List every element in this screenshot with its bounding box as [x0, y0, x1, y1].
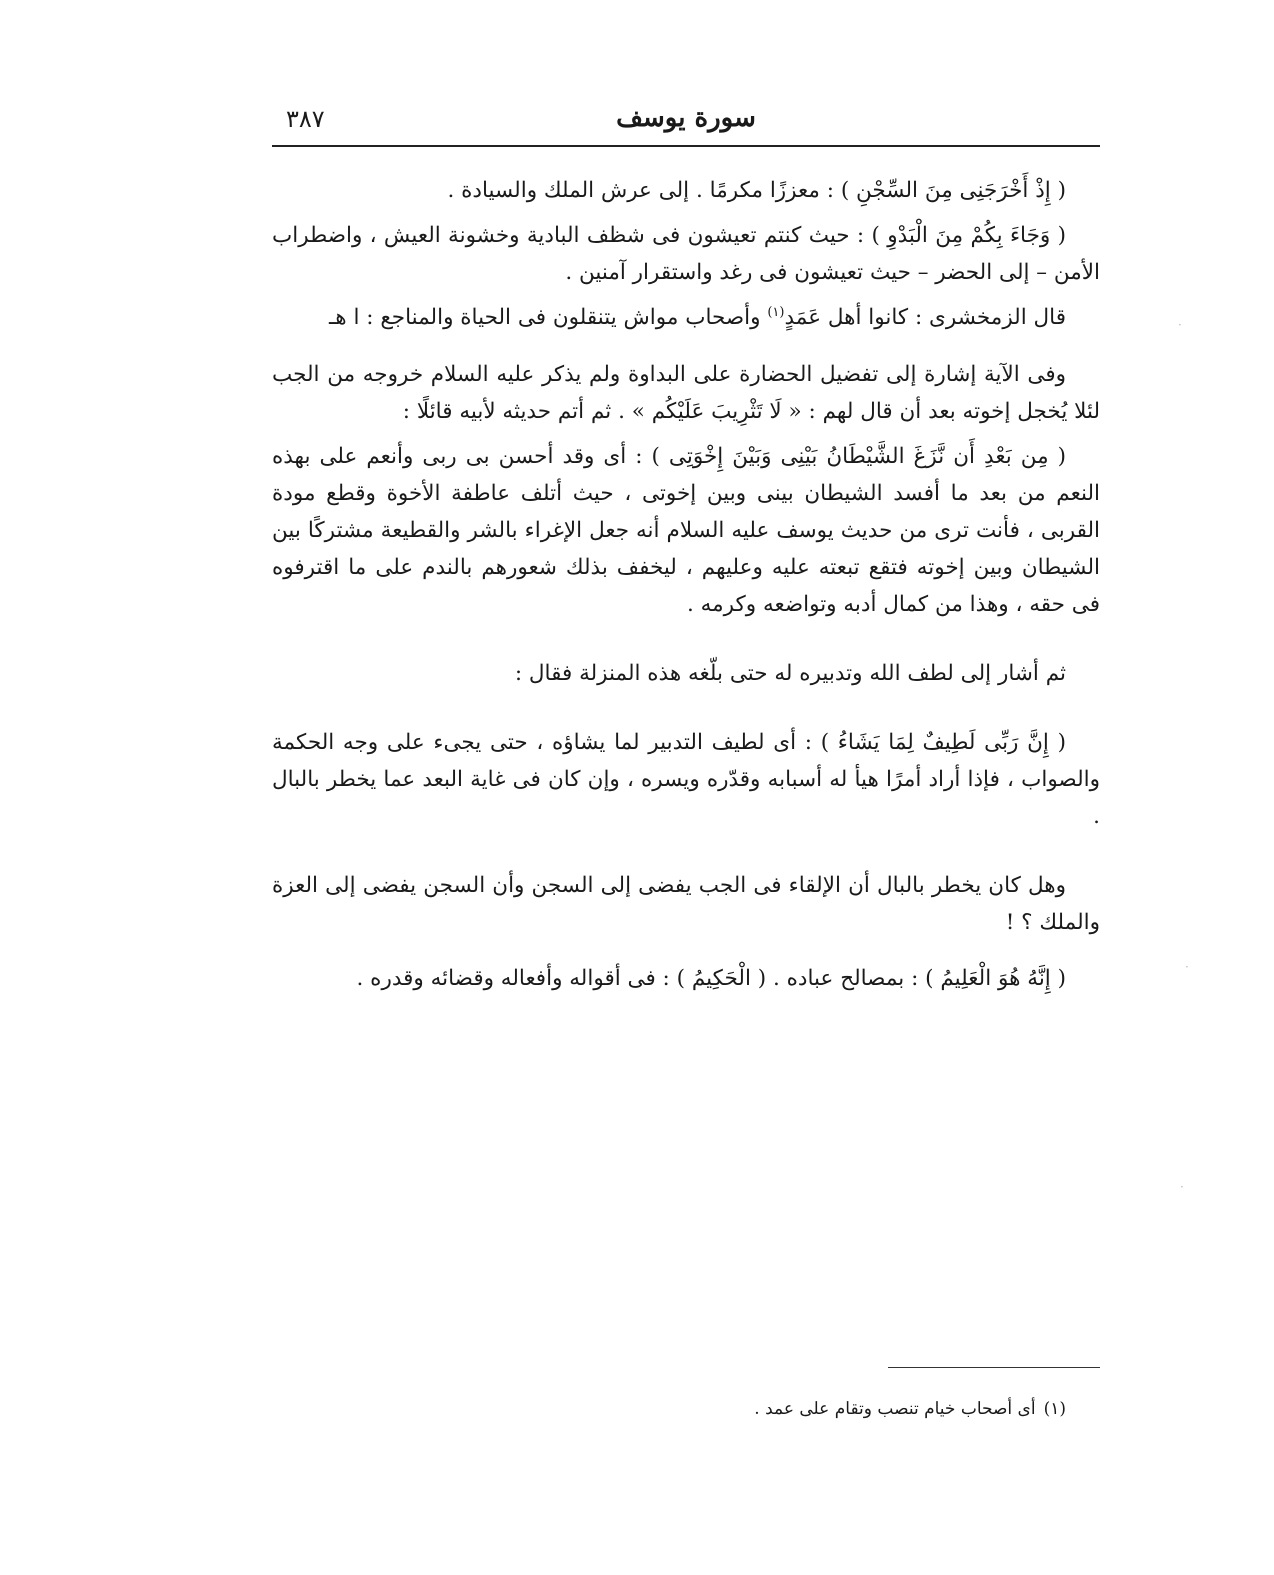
scan-speck: ·: [1178, 318, 1182, 332]
footnote: [754, 1399, 1066, 1419]
scan-speck: ·: [1180, 1180, 1184, 1194]
scan-speck: ·: [1185, 960, 1189, 974]
footnote-mark: (١): [1043, 1399, 1066, 1419]
paragraph-7: ( إِنَّ رَبِّى لَطِيفٌ لِمَا يَشَاءُ ) : أى لطيف التدبير لما يشاؤه ، حتى يجىء على وجه الحكمة والصواب ، فإذا أراد أمرًا هيأ له أسبابه وقدّره ويسره ، وإن كان فى غاية البعد عما يخطر بالبال .: [272, 729, 1100, 829]
paragraph-3-end: وأصحاب مواش يتنقلون فى الحياة والمناجع : ا هـ: [328, 304, 761, 330]
footnote-reference: (١): [767, 304, 785, 320]
paragraph-3: [272, 300, 1100, 337]
paragraph-8: وهل كان يخطر بالبال أن الإلقاء فى الجب يفضى إلى السجن وأن السجن يفضى إلى العزة والملك ؟ !: [272, 872, 1100, 935]
page-number: ٣٨٧: [286, 105, 325, 133]
page-body: [272, 173, 1100, 998]
paragraph-6: ثم أشار إلى لطف الله وتدبيره له حتى بلّغه هذه المنزلة فقال :: [514, 660, 1066, 686]
paragraph-1: ( إِذْ أَخْرَجَنِى مِنَ السِّجْنِ ) : معززًا مكرمًا . إلى عرش الملك والسيادة .: [447, 178, 1066, 203]
paragraph-2: ( وَجَاءَ بِكُمْ مِنَ الْبَدْوِ ) : حيث كنتم تعيشون فى شظف البادية وخشونة العيش ، واضطراب الأمن – إلى الحضر – حيث تعيشون فى رغد واستقرار آمنين .: [272, 222, 1100, 285]
footnote-text: أى أصحاب خيام تنصب وتقام على عمد .: [754, 1399, 1036, 1419]
book-page: [272, 95, 1100, 1545]
paragraph-5: ( مِن بَعْدِ أَن نَّزَغَ الشَّيْطَانُ بَيْنِى وَبَيْنَ إِخْوَتِى ) : أى وقد أحسن بى ربى وأنعم على بهذه النعم من بعد ما أفسد الشيطان بينى وبين إخوتى ، حيث أتلف عاطفة الأخوة وقطع مودة القربى ، فأنت ترى من حديث يوسف عليه السلام أنه جعل الإغراء بالشر والقطيعة مشتركًا بين الشيطان وبين إخوته فتقع تبعته عليه وعليهم ، ليخفف بذلك شعورهم بالندم على ما اقترفوه فى حقه ، وهذا من كمال أدبه وتواضعه وكرمه .: [272, 443, 1100, 617]
footnote-divider: [888, 1367, 1100, 1368]
paragraph-4: وفى الآية إشارة إلى تفضيل الحضارة على البداوة ولم يذكر عليه السلام خروجه من الجب لئلا يُخجل إخوته بعد أن قال لهم : « لَا تَثْرِيبَ عَلَيْكُم » . ثم أتم حديثه لأبيه قائلًا :: [272, 361, 1100, 424]
running-header: [272, 95, 1100, 147]
chapter-title: سورة يوسف: [616, 103, 756, 133]
paragraph-9: ( إِنَّهُ هُوَ الْعَلِيمُ ) : بمصالح عباده . ( الْحَكِيمُ ) : فى أقواله وأفعاله وقضائه وقدره .: [356, 966, 1066, 992]
paragraph-3-start: قال الزمخشرى : كانوا أهل عَمَدٍ: [784, 304, 1066, 330]
